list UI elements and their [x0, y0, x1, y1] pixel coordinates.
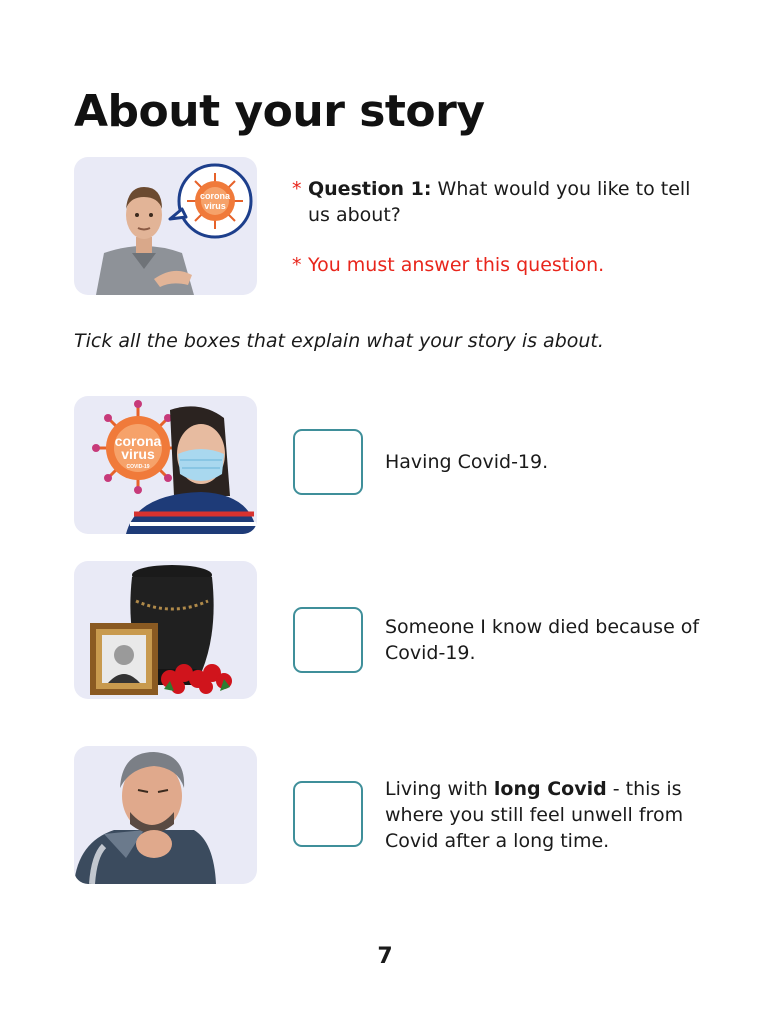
- question-block: [292, 176, 712, 278]
- question-prompt: What would you like to tell us about?: [308, 178, 691, 226]
- checkbox-long-covid[interactable]: [293, 781, 363, 847]
- checkbox-someone-died[interactable]: [293, 607, 363, 673]
- virus-text-line-2: virus: [121, 446, 155, 462]
- required-asterisk: *: [292, 254, 302, 276]
- option-illustration-covid: [74, 396, 257, 534]
- long-covid-term: long Covid: [493, 778, 607, 800]
- long-covid-text-before: Living with: [385, 778, 488, 800]
- required-note: [292, 252, 712, 278]
- long-covid-text-after: - this is where you still feel unwell from Covid after a long time.: [385, 778, 684, 852]
- virus-text-line-3: COVID-19: [126, 464, 150, 470]
- option-label-long-covid: [385, 776, 715, 854]
- page-number: 7: [377, 944, 393, 969]
- bubble-text-line-1: corona: [199, 191, 231, 201]
- question-text: [292, 176, 712, 228]
- virus-text-line-1: corona: [114, 433, 162, 449]
- required-note-text: You must answer this question.: [308, 254, 605, 276]
- checkbox-having-covid[interactable]: [293, 429, 363, 495]
- page-title: About your story: [74, 86, 485, 137]
- question-illustration: [74, 157, 257, 295]
- question-label: Question 1:: [308, 178, 432, 200]
- option-illustration-long-covid: [74, 746, 257, 884]
- option-label-having-covid: Having Covid-19.: [385, 451, 549, 473]
- bubble-text-line-2: virus: [204, 201, 226, 211]
- required-asterisk: *: [292, 178, 302, 200]
- instruction-text: Tick all the boxes that explain what your story is about.: [74, 330, 604, 352]
- option-illustration-bereavement: [74, 561, 257, 699]
- option-label-someone-died: Someone I know died because of Covid-19.: [385, 616, 700, 664]
